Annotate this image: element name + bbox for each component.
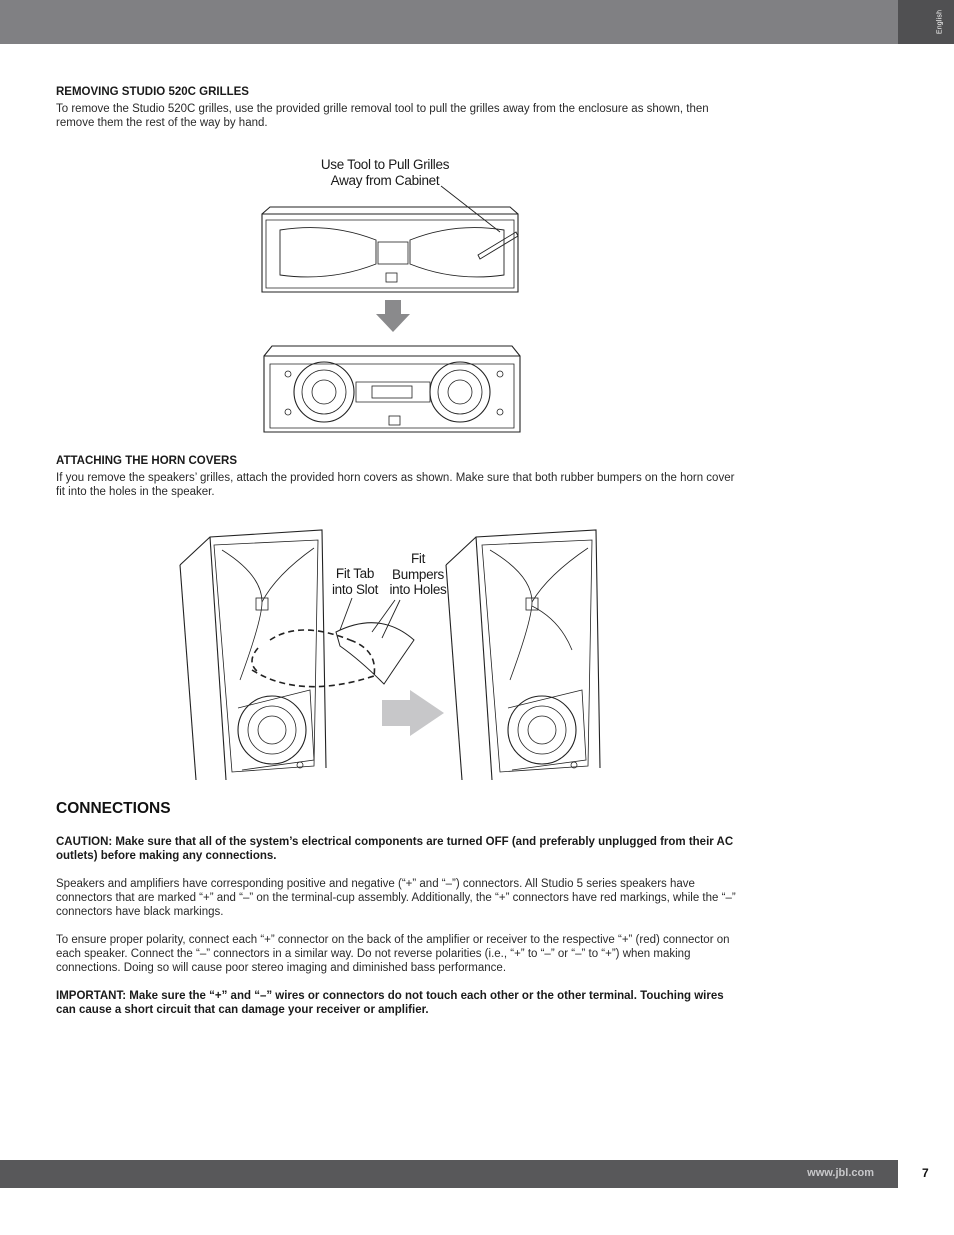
removing-grilles-text: To remove the Studio 520C grilles, use the provided grille removal tool to pull the grilles away from the enclosure as shown, then remove them the rest of the way by hand. <box>56 103 709 129</box>
section-heading-removing-grilles: REMOVING STUDIO 520C GRILLES <box>56 86 249 98</box>
connections-para2: To ensure proper polarity, connect each “+” connector on the back of the amplifier or receiver to the respective “+” (red) connector on each speaker. Connect the “–” connectors in a similar way. Do not reverse polarities (i.e., “+” to “–” or “–” to “+”) when making connections. Doing so will cause poor stereo imaging and diminished bass performance. <box>56 934 730 974</box>
figure1-callout: Use Tool to Pull Grilles Away from Cabinet <box>320 157 450 188</box>
important-block <box>56 989 746 1017</box>
page-number: 7 <box>922 1166 929 1180</box>
section-heading-horn-covers: ATTACHING THE HORN COVERS <box>56 455 238 467</box>
caution-text: CAUTION: Make sure that all of the system’s electrical components are turned OFF (and preferably unplugged from their AC outlets) before making any connections. <box>56 836 734 862</box>
connections-para1: Speakers and amplifiers have corresponding positive and negative (“+” and “–”) connectors. All Studio 5 series speakers have connectors that are marked “+” and “–” on the terminal-cup assembly. Additionally, the “+” connectors have red markings, while the “–” connectors have black markings. <box>56 878 736 918</box>
figure2-callout-bumpers: Fit Bumpers into Holes <box>389 551 447 597</box>
horn-covers-text: If you remove the speakers’ grilles, attach the provided horn covers as shown. Make sure that both rubber bumpers on the horn cover fit into the holes in the speaker. <box>56 472 735 498</box>
caution-block <box>56 835 746 863</box>
connections-para2-block <box>56 933 746 975</box>
language-label: English <box>936 9 944 35</box>
arrow-right-icon <box>382 690 444 736</box>
important-text: IMPORTANT: Make sure the “+” and “–” wires or connectors do not touch each other or the other terminal. Touching wires can cause a short circuit that can damage your receiver or amplifier. <box>56 990 724 1016</box>
right-tower-side <box>446 565 462 780</box>
connections-title: CONNECTIONS <box>56 800 171 817</box>
connections-para1-block <box>56 877 746 919</box>
footer-url-link[interactable]: www.jbl.com <box>807 1167 874 1179</box>
footer-bar <box>0 1160 898 1188</box>
figure2-callout-tab: Fit Tab into Slot <box>331 566 379 597</box>
left-tower-side <box>180 565 196 780</box>
horn-cover-piece <box>336 623 414 684</box>
section-connections <box>56 800 746 818</box>
